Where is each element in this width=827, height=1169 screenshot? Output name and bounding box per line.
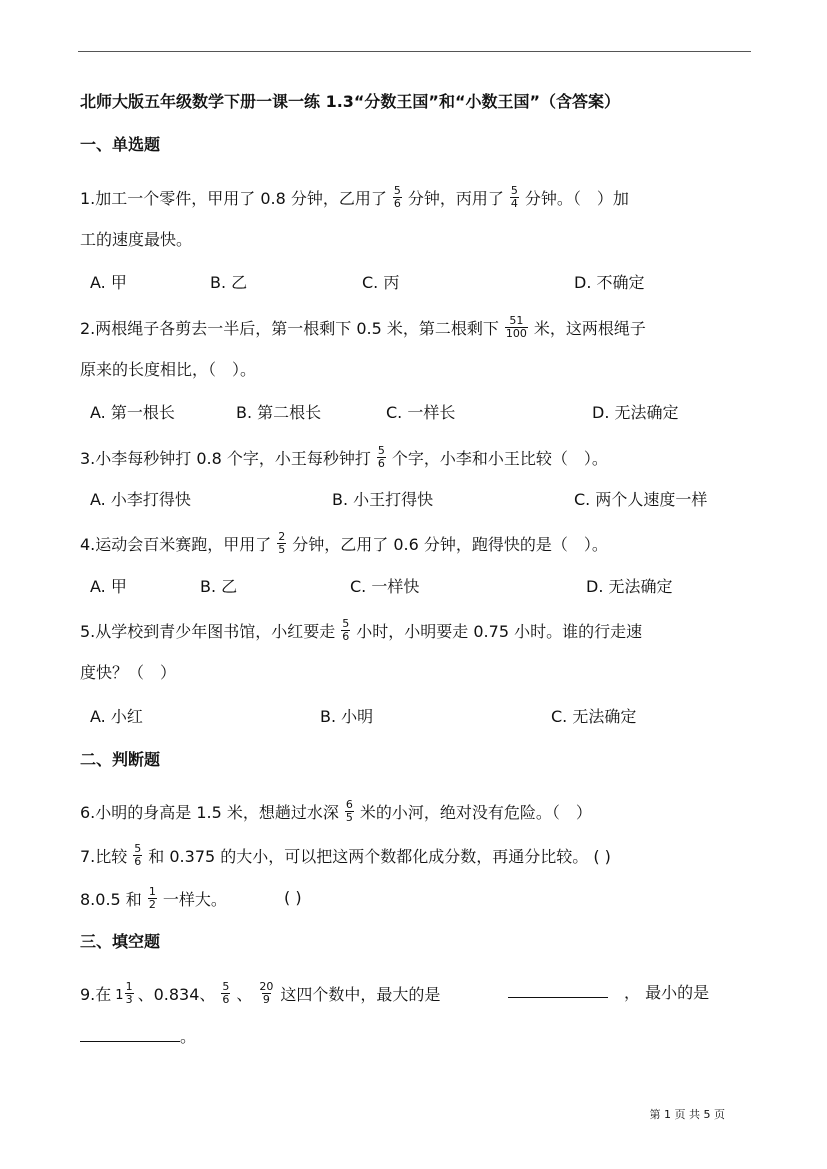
q1-option-a[interactable]: A. 甲 xyxy=(90,273,127,292)
q5-option-c[interactable]: C. 无法确定 xyxy=(551,707,637,726)
fraction: $\frac{5}{6}$ xyxy=(222,980,230,1006)
fraction: $\frac{5}{6}$ xyxy=(134,842,142,868)
answer-blank-largest[interactable] xyxy=(508,983,608,1003)
question-9-line-1: 9.在 1 $\frac{1}{3}$ 、0.834、 $\frac{5}{6}$ 、 $\frac{20}{9}$ 这四个数中，最大的是 xyxy=(80,980,441,1006)
question-1-line-2: 工的速度最快。 xyxy=(80,230,193,249)
q4-option-a[interactable]: A. 甲 xyxy=(90,577,127,596)
fraction: $\frac{5}{6}$ xyxy=(393,184,401,210)
q3-option-a[interactable]: A. 小李打得快 xyxy=(90,490,191,509)
q4-option-c[interactable]: C. 一样快 xyxy=(350,577,420,596)
q5-option-b[interactable]: B. 小明 xyxy=(320,707,374,726)
mixed-number: 1 $\frac{1}{3}$ xyxy=(115,980,133,1006)
fraction: $\frac{20}{9}$ xyxy=(259,980,274,1006)
fraction: $\frac{5}{6}$ xyxy=(342,617,350,643)
fraction: $\frac{6}{5}$ xyxy=(345,798,353,824)
document-title: 北师大版五年级数学下册一课一练 1.3“分数王国”和“小数王国”（含答案） xyxy=(80,92,620,111)
q1-option-c[interactable]: C. 丙 xyxy=(362,273,400,292)
q1-option-d[interactable]: D. 不确定 xyxy=(574,273,645,292)
question-6-line-1: 6.小明的身高是 1.5 米，想趟过水深 $\frac{6}{5}$ 米的小河，绝对没有危险。（ ） xyxy=(80,798,592,824)
q4-option-d[interactable]: D. 无法确定 xyxy=(586,577,673,596)
q3-option-c[interactable]: C. 两个人速度一样 xyxy=(574,490,708,509)
q1-option-b[interactable]: B. 乙 xyxy=(210,273,248,292)
question-5-line-1: 5.从学校到青少年图书馆，小红要走 $\frac{5}{6}$ 小时，小明要走 0.75 小时。谁的行走速 xyxy=(80,617,643,643)
question-1-line-1: 1.加工一个零件，甲用了 0.8 分钟，乙用了 $\frac{5}{6}$ 分钟，丙用了 $\frac{5}{4}$ 分钟。（ ）加 xyxy=(80,184,629,210)
fraction: $\frac{5}{4}$ xyxy=(510,184,518,210)
fraction: $\frac{51}{100}$ xyxy=(505,314,527,340)
page-number: 第 1 页 共 5 页 xyxy=(649,1108,725,1121)
section-heading-single-choice: 一、单选题 xyxy=(80,135,161,154)
fraction: $\frac{5}{6}$ xyxy=(377,444,385,470)
header-rule xyxy=(78,51,751,52)
q2-option-a[interactable]: A. 第一根长 xyxy=(90,403,175,422)
question-4-line-1: 4.运动会百米赛跑，甲用了 $\frac{2}{5}$ 分钟，乙用了 0.6 分钟，跑得快的是（ ）。 xyxy=(80,530,608,556)
section-heading-fill-blank: 三、填空题 xyxy=(80,932,161,951)
question-8-line-1: 8.0.5 和 $\frac{1}{2}$ 一样大。 xyxy=(80,885,227,911)
q2-option-b[interactable]: B. 第二根长 xyxy=(236,403,322,422)
answer-blank-smallest[interactable] xyxy=(80,1027,180,1042)
question-9-tail: ， 最小的是 xyxy=(624,983,710,1002)
fraction: $\frac{1}{2}$ xyxy=(148,885,156,911)
section-heading-true-false: 二、判断题 xyxy=(80,750,161,769)
q4-option-b[interactable]: B. 乙 xyxy=(200,577,238,596)
question-9-line-2: 。 xyxy=(80,1027,196,1047)
answer-parentheses[interactable]: ( ) xyxy=(284,888,302,907)
question-5-line-2: 度快？（ ） xyxy=(80,663,177,682)
fraction: $\frac{2}{5}$ xyxy=(278,530,286,556)
q2-option-d[interactable]: D. 无法确定 xyxy=(592,403,679,422)
q2-option-c[interactable]: C. 一样长 xyxy=(386,403,456,422)
question-2-line-1: 2.两根绳子各剪去一半后，第一根剩下 0.5 米，第二根剩下 $\frac{51}{100}$ 米，这两根绳子 xyxy=(80,314,646,340)
q5-option-a[interactable]: A. 小红 xyxy=(90,707,143,726)
question-7-line-1: 7.比较 $\frac{5}{6}$ 和 0.375 的大小，可以把这两个数都化成分数，再通分比较。 ( ) xyxy=(80,842,611,868)
question-3-line-1: 3.小李每秒钟打 0.8 个字，小王每秒钟打 $\frac{5}{6}$ 个字，小李和小王比较（ ）。 xyxy=(80,444,608,470)
q3-option-b[interactable]: B. 小王打得快 xyxy=(332,490,434,509)
question-2-line-2: 原来的长度相比，（ ）。 xyxy=(80,360,257,379)
